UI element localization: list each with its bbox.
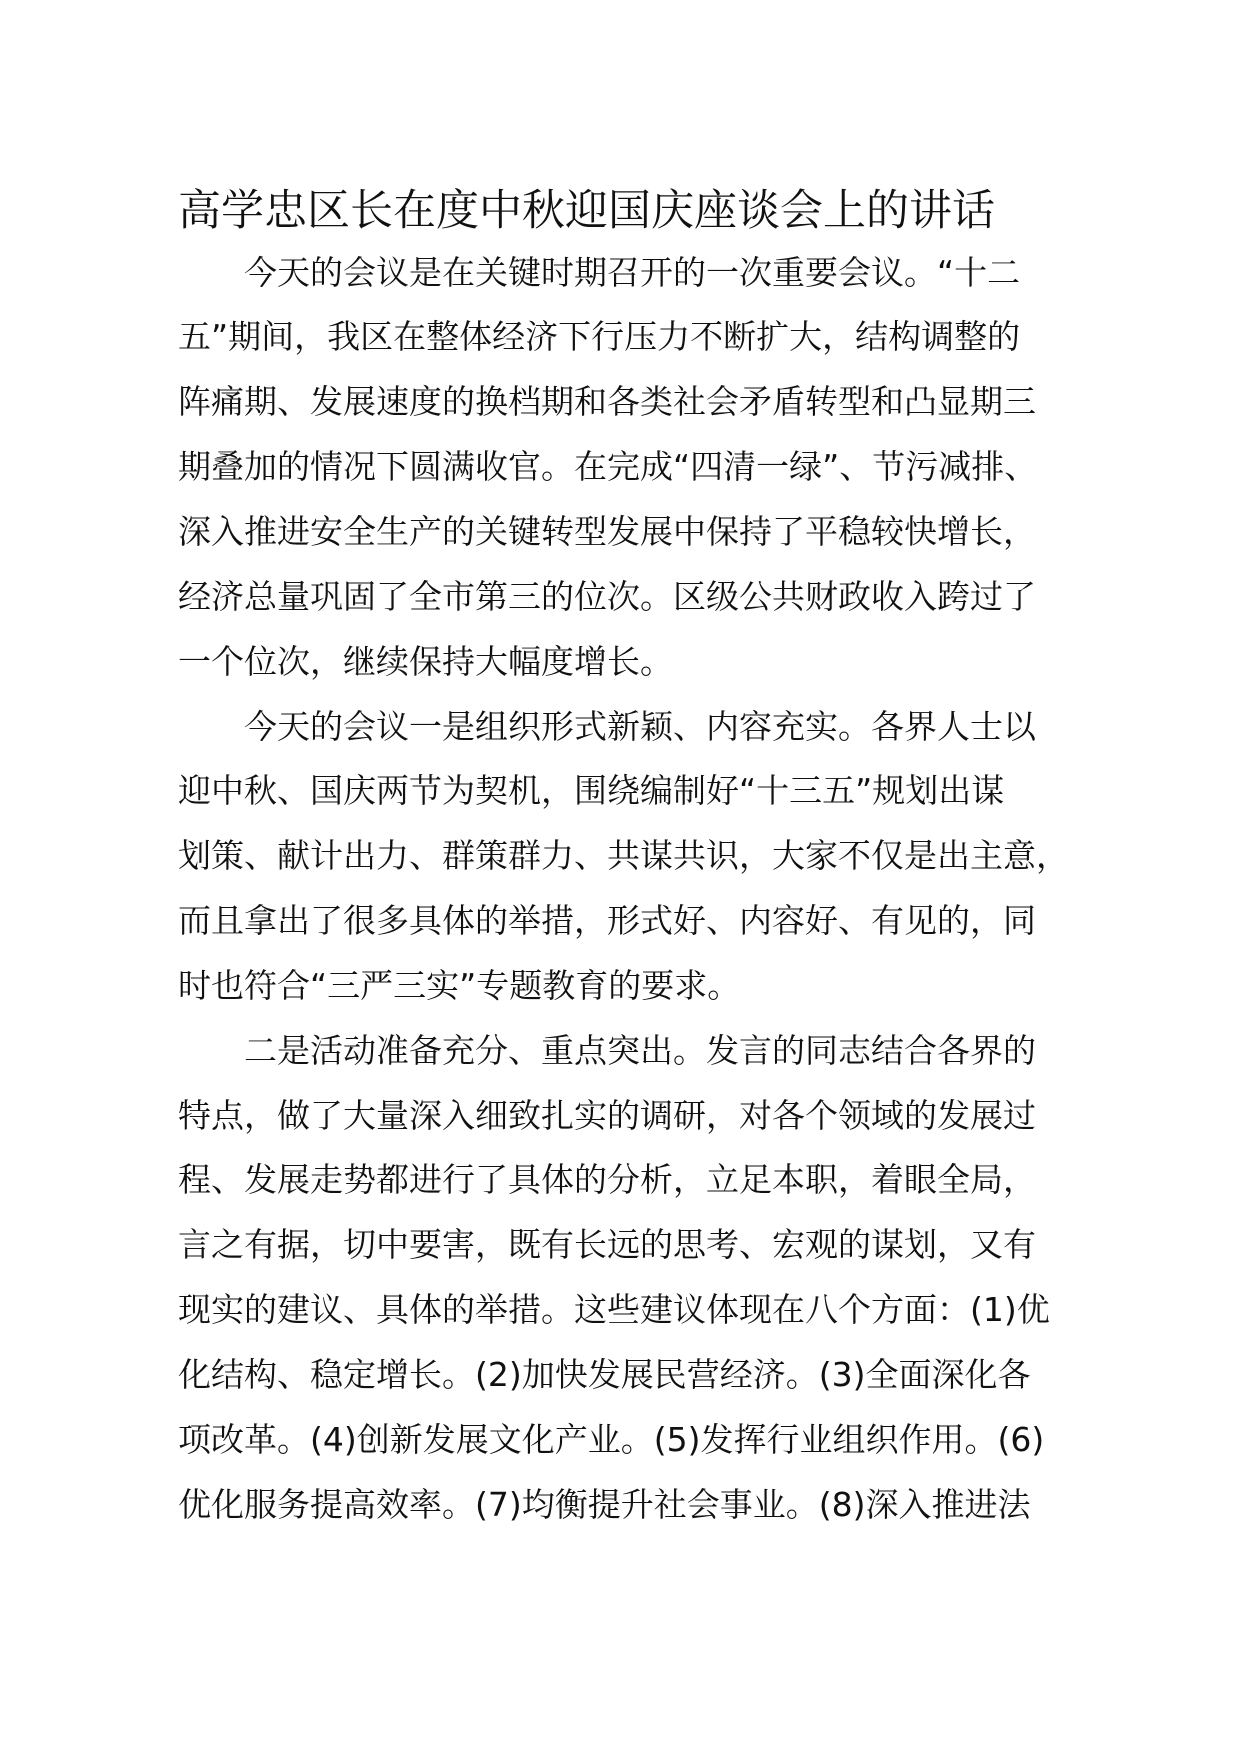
text-line: 划策、献计出力、群策群力、共谋共识，大家不仅是出主意， xyxy=(178,836,1069,875)
text-line: 时也符合“三严三实”专题教育的要求。 xyxy=(178,966,741,1005)
text-line: 今天的会议一是组织形式新颖、内容充实。各界人士以 xyxy=(178,707,1036,746)
text-line: 深入推进安全生产的关键转型发展中保持了平稳较快增长， xyxy=(178,512,1036,551)
text-line: 今天的会议是在关键时期召开的一次重要会议。“十二 xyxy=(178,253,1021,292)
text-line: 迎中秋、国庆两节为契机，围绕编制好“十三五”规划出谋 xyxy=(178,771,1005,810)
text-line: 化结构、稳定增长。(2)加快发展民营经济。(3)全面深化各 xyxy=(178,1355,1031,1394)
text-line: 一个位次，继续保持大幅度增长。 xyxy=(178,642,673,681)
text-line: 二是活动准备充分、重点突出。发言的同志结合各界的 xyxy=(178,1031,1036,1070)
text-line: 项改革。(4)创新发展文化产业。(5)发挥行业组织作用。(6) xyxy=(178,1420,1045,1459)
text-line: 特点，做了大量深入细致扎实的调研，对各个领域的发展过 xyxy=(178,1096,1036,1135)
text-line: 优化服务提高效率。(7)均衡提升社会事业。(8)深入推进法 xyxy=(178,1485,1031,1524)
text-line: 程、发展走势都进行了具体的分析，立足本职，着眼全局， xyxy=(178,1160,1036,1199)
text-line: 五”期间，我区在整体经济下行压力不断扩大，结构调整的 xyxy=(178,317,1021,356)
document-title: 高学忠区长在度中秋迎国庆座谈会上的讲话 xyxy=(178,186,995,236)
text-line: 期叠加的情况下圆满收官。在完成“四清一绿”、节污减排、 xyxy=(178,447,1038,486)
text-line: 阵痛期、发展速度的换档期和各类社会矛盾转型和凸显期三 xyxy=(178,382,1036,421)
text-line: 现实的建议、具体的举措。这些建议体现在八个方面：(1)优 xyxy=(178,1290,1050,1329)
text-line: 经济总量巩固了全市第三的位次。区级公共财政收入跨过了 xyxy=(178,577,1036,616)
text-line: 言之有据，切中要害，既有长远的思考、宏观的谋划，又有 xyxy=(178,1225,1036,1264)
text-line: 而且拿出了很多具体的举措，形式好、内容好、有见的，同 xyxy=(178,901,1036,940)
